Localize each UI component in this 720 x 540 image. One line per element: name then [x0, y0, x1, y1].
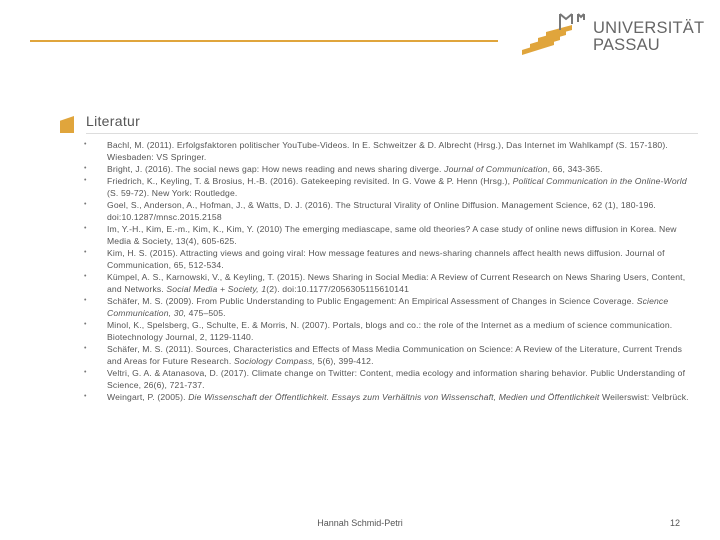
bullet-icon: •: [84, 297, 87, 304]
header-rule: [30, 40, 498, 42]
reference-text: Kim, H. S. (2015). Attracting views and going viral: How message features and news-sharing channels affect health news diffusion. Journal of Communication, 65, 512-534.: [107, 248, 665, 270]
reference-text: Veltri, G. A. & Atanasova, D. (2017). Climate change on Twitter: Content, media ecology and information sharing behavior. Public Understanding of Science, 26(6), 721-737.: [107, 368, 686, 390]
reference-text: Bachl, M. (2011). Erfolgsfaktoren politischer YouTube-Videos. In E. Schweitzer & D. Albrecht (Hrsg.), Das Internet im Wahlkampf (S. 157-180). Wiesbaden: VS Springer.: [107, 140, 668, 162]
reference-item: [84, 139, 696, 163]
reference-italic-text: Die Wissenschaft der Öffentlichkeit. Essays zum Verhältnis von Wissenschaft, Medien und Öffentlichkeit: [188, 392, 600, 402]
reference-italic-text: Political Communication in the Online-World: [512, 176, 687, 186]
page-number: 12: [669, 518, 680, 528]
bullet-icon: •: [84, 177, 87, 184]
reference-text: (S. 59-72). New York: Routledge.: [107, 188, 238, 198]
bullet-icon: •: [84, 141, 87, 148]
reference-italic-text: Sociology Compass,: [233, 356, 315, 366]
bullet-icon: •: [84, 321, 87, 328]
reference-item: [84, 295, 696, 319]
reference-item: [84, 247, 696, 271]
reference-text: 475–505.: [186, 308, 226, 318]
reference-item: [84, 199, 696, 223]
bullet-icon: •: [84, 225, 87, 232]
reference-text: Schäfer, M. S. (2011). Sources, Characteristics and Effects of Mass Media Communication on Science: A Review of the Literature, Current Trends and Areas for Future Research.: [107, 344, 683, 366]
bullet-icon: •: [84, 249, 87, 256]
reference-text: Goel, S., Anderson, A., Hofman, J., & Watts, D. J. (2016). The Structural Virality of Online Diffusion. Management Science, 62 (1), 180-196. doi:10.1287/mnsc.2015.2158: [107, 200, 656, 222]
bullet-icon: •: [84, 345, 87, 352]
reference-item: [84, 223, 696, 247]
reference-item: [84, 343, 696, 367]
reference-text: Schäfer, M. S. (2009). From Public Understanding to Public Engagement: An Empirical Assessment of Changes in Science Coverage.: [107, 296, 637, 306]
reference-text: Im, Y.-H., Kim, E.-m., Kim, K., Kim, Y. (2010) The emerging mediascape, same old theories? A case study of online news diffusion in Korea. New Media & Society, 13(4), 605-625.: [107, 224, 677, 246]
reference-text: Friedrich, K., Keyling, T. & Brosius, H.-B. (2016). Gatekeeping revisited. In G. Vowe & P. Henn (Hrsg.),: [107, 176, 513, 186]
logo-wordmark: [593, 20, 704, 54]
reference-item: [84, 367, 696, 391]
reference-list: [84, 139, 696, 403]
reference-item: [84, 319, 696, 343]
logo-line-2: PASSAU: [593, 36, 660, 54]
reference-italic-text: Science Communication, 30,: [107, 296, 669, 318]
reference-text: Weilerswist: Velbrück.: [599, 392, 689, 402]
university-logo: [520, 10, 705, 60]
footer-author: Hannah Schmid-Petri: [317, 518, 403, 528]
logo-line-1: UNIVERSITÄT: [593, 19, 705, 37]
reference-item: [84, 163, 696, 175]
reference-item: [84, 175, 696, 199]
reference-text: Kümpel, A. S., Karnowski, V., & Keyling, T. (2015). News Sharing in Social Media: A Review of Current Research on News Sharing Users, Content, and Networks.: [107, 272, 686, 294]
title-rule: [86, 133, 698, 134]
reference-item: [84, 271, 696, 295]
logo-mark-icon: [520, 10, 592, 60]
bullet-icon: •: [84, 201, 87, 208]
bullet-icon: •: [84, 369, 87, 376]
reference-item: [84, 391, 696, 403]
title-marker-icon: [60, 116, 74, 133]
reference-text: , 66, 343-365.: [547, 164, 603, 174]
bullet-icon: •: [84, 393, 87, 400]
reference-text: Minol, K., Spelsberg, G., Schulte, E. & Morris, N. (2007). Portals, blogs and co.: the role of the Internet as a medium of science communication. Biotechnology Journal, 2, 1129-1140.: [107, 320, 673, 342]
bullet-icon: •: [84, 165, 87, 172]
reference-text: 5(6), 399-412.: [314, 356, 374, 366]
reference-text: (2). doi:10.1177/2056305115610141: [266, 284, 409, 294]
reference-italic-text: Journal of Communication: [444, 164, 548, 174]
reference-italic-text: Social Media + Society, 1: [166, 284, 267, 294]
page-title: Literatur: [86, 113, 141, 129]
reference-text: Weingart, P. (2005).: [107, 392, 189, 402]
reference-text: Bright, J. (2016). The social news gap: How news reading and news sharing diverge.: [107, 164, 445, 174]
bullet-icon: •: [84, 273, 87, 280]
